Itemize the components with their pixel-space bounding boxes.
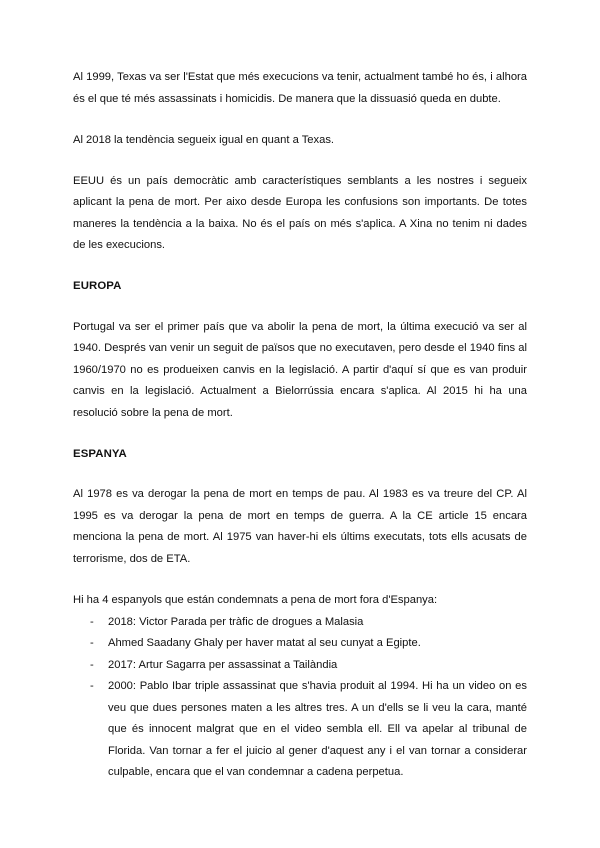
list-item [73,655,527,677]
list-item [73,612,527,634]
list-bullet: - [90,615,94,628]
list-item-text: 2018: Victor Parada per tràfic de drogues a Malasia [108,615,364,628]
heading-espanya: ESPANYA [73,447,127,460]
paragraph-texas-1999: Al 1999, Texas va ser l'Estat que més execucions va tenir, actualment també ho és, i alhora és el que té més assassinats i homicidis. De manera que la dissuasió queda en dubte. [73,71,527,105]
paragraph-europa: Portugal va ser el primer país que va abolir la pena de mort, la última execució va ser al 1940. Després van venir un seguit de països que no executaven, pero desde el 1940 fins al 1960/1970 no es produeixen canvis en la legislació. A partir d'aquí sí que es van produir canvis en la legislació. Actualment a Bielorrússia encara s'aplica. Al 2015 hi ha una resolució sobre la pena de mort. [73,320,527,419]
list-bullet: - [90,637,94,649]
list-item-text: Ahmed Saadany Ghaly per haver matat al seu cunyat a Egipte. [108,637,421,649]
paragraph-texas-2018: Al 2018 la tendència segueix igual en quant a Texas. [73,133,335,146]
list-bullet: - [90,680,94,692]
condemned-list [73,612,527,784]
list-item [73,676,527,784]
heading-europa: EUROPA [73,280,122,292]
paragraph-eeuu: EEUU és un país democràtic amb característiques semblants a les nostres i segueix aplicant la pena de mort. Per aixo desde Europa les confusions son importants. De totes maneres la tendència a la baixa. No és el país on més s'aplica. A Xina no tenim ni dades de les execucions. [73,174,527,251]
list-bullet: - [90,658,94,671]
paragraph-condemnats-intro: Hi ha 4 espanyols que están condemnats a pena de mort fora d'Espanya: [73,593,438,606]
list-item-text: 2000: Pablo Ibar triple assassinat que s'havia produit al 1994. Hi ha un video on es veu que dues persones maten a les altres tres. A un d'ells se li veu la cara, manté que és innocent malgrat que en el video sembla ell. Ell va apelar al tribunal de Florida. Van tornar a fer el juicio al gener d'aquest any i el van tornar a considerar culpable, encara que el van condemnar a cadena perpetua. [108,680,527,778]
document-body [73,67,527,784]
paragraph-espanya: Al 1978 es va derogar la pena de mort en temps de pau. Al 1983 es va treure del CP. Al 1995 es va derogar la pena de mort en temps de guerra. A la CE article 15 encara menciona la pena de mort. Al 1975 van haver-hi els últims executats, tots ells acusats de terrorisme, dos de ETA. [73,488,527,565]
list-item-text: 2017: Artur Sagarra per assassinat a Tailàndia [108,658,338,671]
list-item [73,633,527,655]
